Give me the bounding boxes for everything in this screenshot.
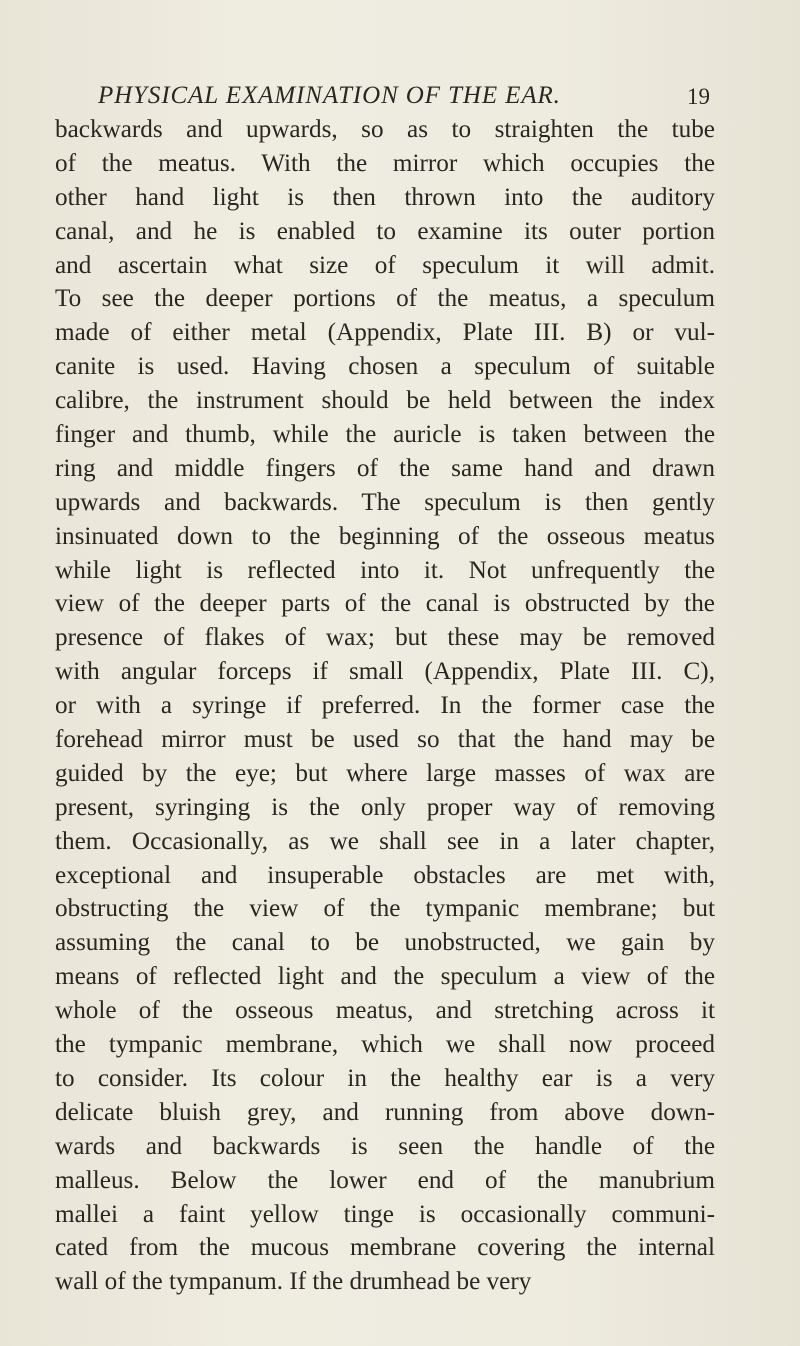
- text-line: ring and middle fingers of the same hand and drawn: [55, 454, 715, 482]
- text-line: made of either metal (Appendix, Plate III. B) or vul-: [55, 319, 715, 347]
- text-line: finger and thumb, while the auricle is taken between the: [55, 421, 715, 449]
- text-line: calibre, the instrument should be held between the index: [55, 387, 715, 415]
- text-line: to consider. Its colour in the healthy ear is a very: [55, 1064, 715, 1092]
- text-line: cated from the mucous membrane covering the internal: [55, 1234, 715, 1262]
- text-line: mallei a faint yellow tinge is occasionally communi-: [55, 1200, 715, 1228]
- text-line: obstructing the view of the tympanic membrane; but: [55, 895, 715, 923]
- text-line: malleus. Below the lower end of the manubrium: [55, 1166, 715, 1194]
- text-line: means of reflected light and the speculum a view of the: [55, 963, 715, 991]
- body-text: [55, 113, 715, 1299]
- text-line: with angular forceps if small (Appendix, Plate III. C),: [55, 658, 715, 686]
- page-number: 19: [687, 84, 710, 109]
- text-line: wall of the tympanum. If the drumhead be very: [55, 1268, 532, 1296]
- text-line: canite is used. Having chosen a speculum of suitable: [55, 353, 715, 381]
- text-line: whole of the osseous meatus, and stretching across it: [55, 997, 715, 1025]
- text-line: insinuated down to the beginning of the osseous meatus: [55, 522, 715, 550]
- text-line: and ascertain what size of speculum it will admit.: [55, 251, 715, 279]
- text-line: or with a syringe if preferred. In the former case the: [55, 692, 715, 720]
- text-line: view of the deeper parts of the canal is obstructed by the: [55, 590, 715, 618]
- text-line: exceptional and insuperable obstacles are met with,: [55, 861, 715, 889]
- text-line: assuming the canal to be unobstructed, we gain by: [55, 929, 715, 957]
- text-line: of the meatus. With the mirror which occupies the: [55, 149, 715, 177]
- text-line: To see the deeper portions of the meatus, a speculum: [55, 285, 715, 313]
- text-line: the tympanic membrane, which we shall now proceed: [55, 1031, 715, 1059]
- text-line: backwards and upwards, so as to straighten the tube: [55, 116, 715, 143]
- text-line: canal, and he is enabled to examine its outer portion: [55, 217, 715, 245]
- text-line: guided by the eye; but where large masses of wax are: [55, 759, 715, 787]
- text-line: present, syringing is the only proper way of removing: [55, 793, 715, 821]
- text-line: them. Occasionally, as we shall see in a later chapter,: [55, 827, 715, 855]
- text-line: other hand light is then thrown into the auditory: [55, 183, 715, 211]
- text-line: wards and backwards is seen the handle of the: [55, 1132, 715, 1160]
- text-line: presence of flakes of wax; but these may be removed: [55, 624, 715, 652]
- text-line: while light is reflected into it. Not unfrequently the: [55, 556, 715, 584]
- text-line: upwards and backwards. The speculum is then gently: [55, 488, 715, 516]
- text-line: delicate bluish grey, and running from above down-: [55, 1098, 715, 1126]
- running-head: PHYSICAL EXAMINATION OF THE EAR.: [98, 82, 561, 109]
- text-line: forehead mirror must be used so that the hand may be: [55, 726, 715, 754]
